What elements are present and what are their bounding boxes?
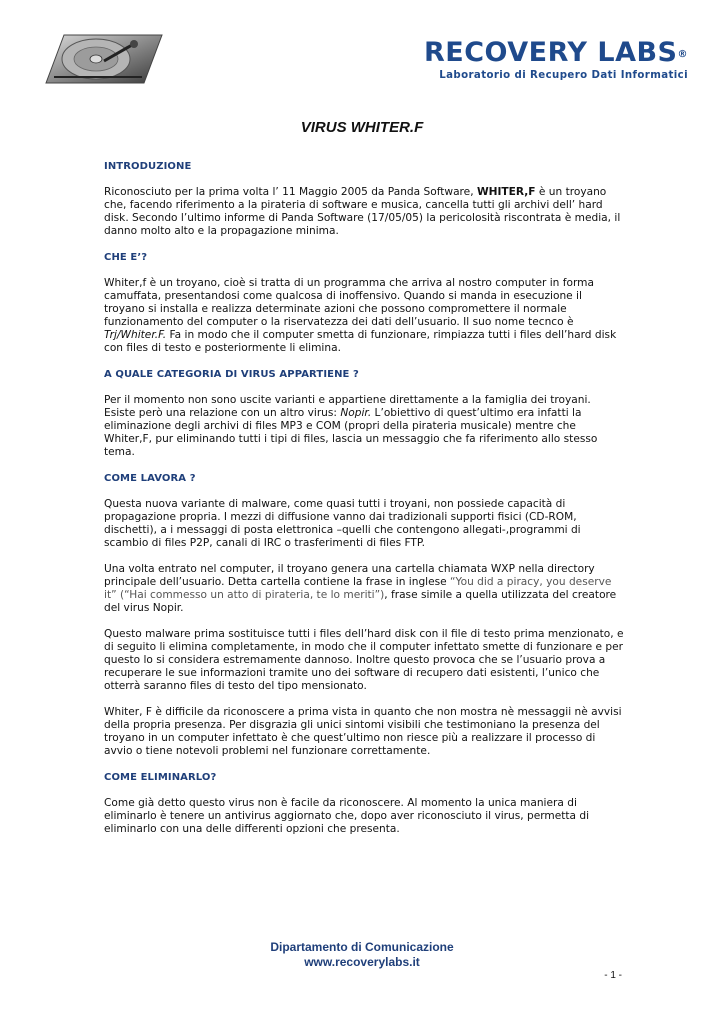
paragraph-come-lavora-1: Questa nuova variante di malware, come quasi tutti i troyani, non possiede capacità di propagazione propria. I mezzi di diffusione vanno dai tradizionali supporti fisici (CD-ROM, dischetti), a i messaggi di posta elettronica –quelli che contengono allegati-,programmi di scambio di files P2P, canali di IRC o trasferimenti di files FTP. [104, 498, 581, 549]
paragraph-che-e [104, 277, 624, 355]
related-virus-italic: Nopir. [340, 407, 372, 419]
brand-name [424, 38, 688, 68]
text-run: L’obiettivo di quest’ultimo era infatti la eliminazione degli archivi di files MP3 e COM (propri della pirateria musicale) mentre che Whiter,F, pur eliminando tutti i tipi di files, lascia un messaggio che fa riferimento allo stesso tema. [104, 407, 598, 458]
registered-mark: ® [677, 49, 688, 60]
footer-website-link[interactable]: www.recoverylabs.it [304, 955, 420, 969]
paragraph-come-lavora-4: Whiter, F è difficile da riconoscere a prima vista in quanto che non mostra nè messaggii nè avvisi della propria presenza. Per disgrazia gli unici sintomi visibili che testimoniano la presenza del troyano in un computer infettato è che quest’ultimo non riesce più a realizzare il processo di avvio o tiene notevoli problemi nel funzionare correttamente. [104, 706, 622, 757]
document-body [104, 160, 624, 849]
technical-name-italic: Trj/Whiter.F. [104, 329, 167, 341]
paragraph-come-eliminarlo: Come già detto questo virus non è facile da riconoscere. Al momento la unica maniera di eliminarlo è tenere un antivirus aggiornato che, dopo aver riconosciuto il virus, permetta di eliminarlo con una delle differenti opzioni che presenta. [104, 797, 590, 835]
section-heading-che-e: CHE E’? [104, 252, 148, 263]
text-run: Riconosciuto per la prima volta l’ 11 Maggio 2005 da Panda Software, [104, 186, 477, 198]
document-title: VIRUS WHITER.F [300, 119, 424, 136]
section-heading-categoria: A QUALE CATEGORIA DI VIRUS APPARTIENE ? [104, 369, 359, 380]
virus-name-bold: WHITER,F [476, 186, 536, 198]
brand-name-text: RECOVERY LABS [423, 37, 678, 68]
text-run: è un troyano che, facendo riferimento a la pirateria di software e musica, cancella tutti gli archivi dell’ hard disk. Secondo l’ultimo informe di Panda Software (17/05/05) la pericolosità riscontrata è media, il danno molto alto e la propagazione minima. [104, 186, 621, 237]
brand-tagline: Laboratorio di Recupero Dati Informatici [439, 70, 688, 81]
text-run: Fa in modo che il computer smetta di funzionare, rimpiazza tutti i files dell’hard disk con files di testo e posteriormente li elimina. [104, 329, 617, 354]
text-run: Per il momento non sono uscite varianti e appartiene direttamente a la famiglia dei troyani. Esiste però una relazione con un altro virus: [104, 394, 591, 419]
text-run: , frase simile a quella utilizzata del creatore del virus Nopir. [104, 589, 617, 614]
paragraph-come-lavora-2 [104, 563, 624, 615]
hard-disk-image [44, 33, 164, 85]
section-heading-come-eliminarlo: COME ELIMINARLO? [104, 772, 217, 783]
paragraph-categoria [104, 394, 624, 459]
section-heading-introduzione: INTRODUZIONE [104, 161, 192, 172]
quoted-message: “You did a piracy, you deserve it” (“Hai commesso un atto di pirateria, te lo meriti”) [104, 576, 612, 601]
paragraph-come-lavora-3: Questo malware prima sostituisce tutti i files dell’hard disk con il file di testo prima menzionato, e di seguito li elimina completamente, in modo che il computer infettato smette di funzionare e per questo lo si considera estremamente dannoso. Inoltre questo provoca che se l’usuario prova a recuperare le sue informazioni tramite uno dei software di recupero dati esistenti, l’unico che otterrà saranno files di testo del tipo mensionato. [104, 628, 624, 692]
brand-logo [424, 38, 688, 81]
footer-department: Dipartamento di Comunicazione [270, 940, 454, 954]
section-heading-come-lavora: COME LAVORA ? [104, 473, 196, 484]
paragraph-introduzione [104, 186, 624, 238]
footer [0, 940, 724, 970]
text-run: Una volta entrato nel computer, il troyano genera una cartella chiamata WXP nella directory principale dell’usuario. Detta cartella contiene la frase in inglese [104, 563, 595, 588]
page-number: - 1 - [604, 970, 622, 981]
text-run: Whiter,f è un troyano, cioè si tratta di un programma che arriva al nostro computer in forma camuffata, presentandosi come qualcosa di inoffensivo. Quando si manda in esecuzione il troyano si installa e realizza determinate azioni che possono compromettere il normale funzionamento del computer o la riservatezza dei dati dell’usuario. Il suo nome tecnco è [104, 277, 594, 328]
